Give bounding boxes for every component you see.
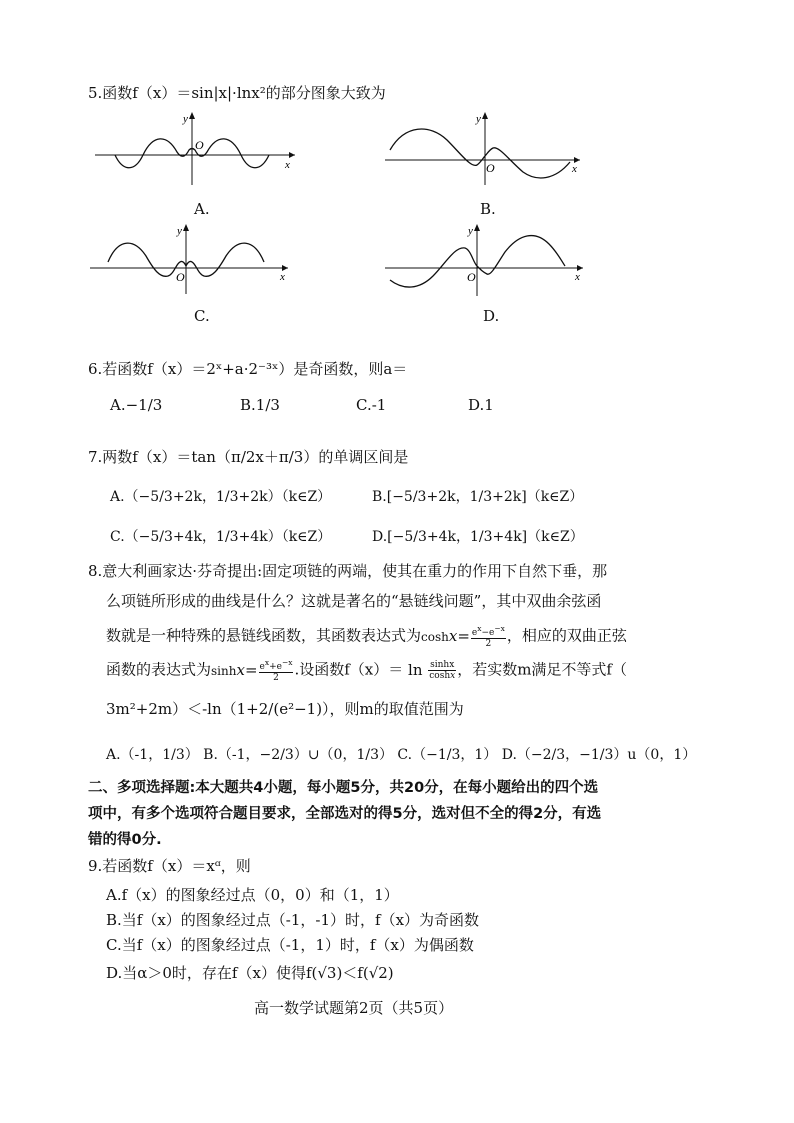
y-label: y bbox=[468, 225, 473, 237]
option-c-label: C. bbox=[194, 307, 210, 325]
q5-stem: 5.函数f（x）＝sin|x|·lnx²的部分图象大致为 bbox=[88, 84, 386, 102]
origin-label: O bbox=[195, 138, 204, 152]
q9-option-a: A.f（x）的图象经过点（0，0）和（1，1） bbox=[106, 886, 399, 904]
q9-option-d: D.当α＞0时，存在f（x）使得f(√3)＜f(√2) bbox=[106, 964, 394, 982]
q6-option-a: A.−1/3 bbox=[110, 396, 163, 414]
q7-option-b: B.[−5/3+2k，1/3+2k]（k∈Z） bbox=[372, 489, 584, 505]
x-label: x bbox=[285, 159, 290, 171]
y-label: y bbox=[177, 225, 182, 237]
ln-ratio: ln $\frac{\sinh x}{\cosh x}$ bbox=[403, 660, 456, 681]
q8-line2: 么项链所形成的曲线是什么？这就是著名的“悬链线问题”，其中双曲余弦函 bbox=[106, 592, 602, 610]
q8-line5: 3m²+2m）＜-ln（1+2/(e²−1)），则m的取值范围为 bbox=[106, 700, 464, 718]
graph-d bbox=[385, 222, 595, 302]
q8-line4 bbox=[106, 658, 627, 683]
origin-label: O bbox=[176, 270, 185, 284]
q8-options: A.（-1，1/3） B.（-1，−2/3）∪（0，1/3） C.（−1/3，1） D.（−2/3，−1/3）u（0，1） bbox=[106, 747, 697, 763]
q9-option-c: C.当f（x）的图象经过点（-1，1）时，f（x）为偶函数 bbox=[106, 936, 474, 954]
y-axis-arrow bbox=[183, 224, 189, 231]
origin-label: O bbox=[486, 161, 495, 175]
q8-line4-text-b: .设函数f（x）＝ bbox=[294, 660, 404, 679]
graph-c bbox=[90, 222, 300, 302]
q6-option-b: B.1/3 bbox=[240, 396, 280, 414]
option-d-label: D. bbox=[483, 307, 500, 325]
page-footer: 高一数学试题第2页（共5页） bbox=[254, 999, 454, 1017]
q9-stem: 9.若函数f（x）＝xᵅ，则 bbox=[88, 857, 251, 875]
q8-line4-text-a: 函数的表达式为 bbox=[106, 660, 212, 679]
x-label: x bbox=[575, 271, 580, 283]
sinh-formula: sinhx= $\frac{e^x+e^{-x}}{2}$ bbox=[211, 658, 293, 683]
y-label: y bbox=[476, 113, 481, 125]
x-label: x bbox=[280, 271, 285, 283]
y-axis-arrow bbox=[474, 224, 480, 231]
option-a-label: A. bbox=[194, 200, 210, 218]
q7-option-a: A.（−5/3+2k，1/3+2k）（k∈Z） bbox=[110, 489, 332, 505]
q6-option-c: C.-1 bbox=[356, 396, 387, 414]
q6-option-d: D.1 bbox=[468, 396, 494, 414]
y-axis-arrow bbox=[189, 112, 195, 119]
q7-option-d: D.[−5/3+4k，1/3+4k]（k∈Z） bbox=[372, 529, 584, 545]
q7-stem: 7.两数f（x）＝tan（π/2x＋π/3）的单调区间是 bbox=[88, 448, 409, 466]
section2-line3: 错的得0分. bbox=[88, 832, 162, 848]
curve-b bbox=[390, 129, 570, 178]
cosh-formula: coshx= $\frac{e^x-e^{-x}}{2}$ bbox=[421, 624, 505, 649]
q9-option-b: B.当f（x）的图象经过点（-1，-1）时，f（x）为奇函数 bbox=[106, 911, 480, 929]
q8-line1: 8.意大利画家达·芬奇提出:固定项链的两端，使其在重力的作用下自然下垂，那 bbox=[88, 562, 608, 580]
x-axis-arrow bbox=[289, 152, 295, 158]
q8-line3 bbox=[106, 624, 627, 649]
x-label: x bbox=[572, 163, 577, 175]
q7-option-c: C.（−5/3+4k，1/3+4k）（k∈Z） bbox=[110, 529, 332, 545]
graph-a bbox=[95, 110, 305, 190]
graph-b bbox=[385, 110, 595, 190]
section2-line2: 项中，有多个选项符合题目要求，全部选对的得5分，选对但不全的得2分，有选 bbox=[88, 806, 602, 822]
q6-stem: 6.若函数f（x）＝2ˣ+a·2⁻³ˣ）是奇函数，则a＝ bbox=[88, 360, 408, 378]
q8-line3-text-b: ，相应的双曲正弦 bbox=[506, 626, 627, 645]
option-b-label: B. bbox=[480, 200, 496, 218]
y-axis-arrow bbox=[482, 112, 488, 119]
q8-line3-text-a: 数就是一种特殊的悬链线函数，其函数表达式为 bbox=[106, 626, 422, 645]
q8-line4-text-c: ，若实数m满足不等式f（ bbox=[457, 660, 627, 679]
section2-line1: 二、多项选择题:本大题共4小题，每小题5分，共20分，在每小题给出的四个选 bbox=[88, 780, 599, 796]
origin-label: O bbox=[467, 270, 476, 284]
y-label: y bbox=[183, 113, 188, 125]
